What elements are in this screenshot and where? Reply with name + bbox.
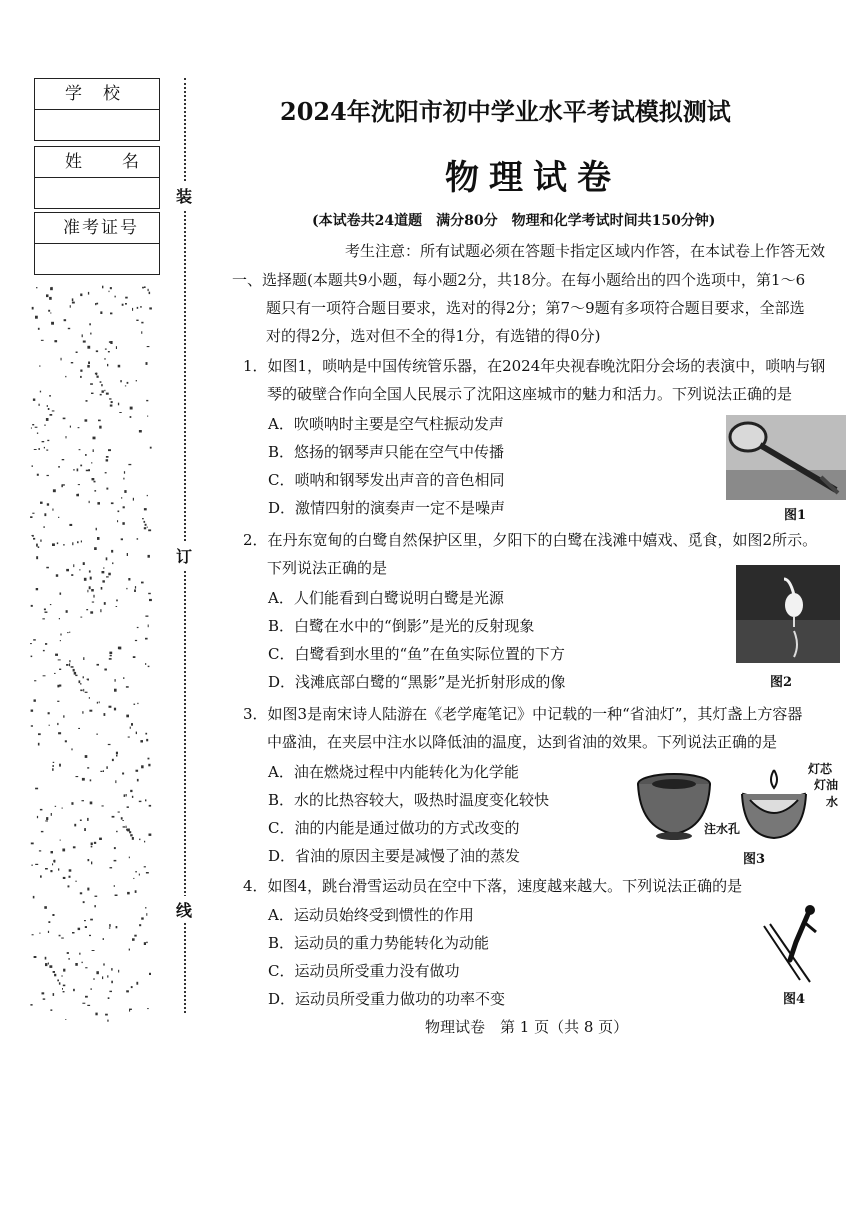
section-line: 一、选择题(本题共9小题，每小题2分，共18分。在每小题给出的四个选项中，第1～6: [232, 271, 806, 289]
label-wick: 灯芯: [808, 762, 833, 776]
exam-id-field[interactable]: [35, 244, 159, 274]
name-field[interactable]: [35, 178, 159, 208]
question-line: 中盛油，在夹层中注水以降低油的温度，达到省油的效果。下列说法正确的是: [267, 733, 778, 751]
question-1: [243, 352, 843, 408]
option-b[interactable]: B．悠扬的钢琴声只能在空气中传播: [268, 443, 505, 461]
question-2-options: [268, 584, 565, 696]
question-line: 3．如图3是南宋诗人陆游在《老学庵笔记》中记载的一种“省油灯”，其灯盏上方容器: [243, 705, 803, 723]
question-line: 1．如图1，唢呐是中国传统管乐器，在2024年央视春晚沈阳分会场的表演中，唢呐与钢: [243, 357, 826, 375]
school-field[interactable]: [35, 110, 159, 140]
bind-char-xian: 线: [176, 896, 192, 923]
question-4-options: [268, 901, 505, 1013]
option-c[interactable]: C．白鹭看到水里的“鱼”在鱼实际位置的下方: [268, 645, 565, 663]
option-a[interactable]: A．人们能看到白鹭说明白鹭是光源: [268, 589, 504, 607]
ski-jumper-drawing: [760, 898, 826, 984]
bind-char-zhuang: 装: [176, 182, 192, 209]
question-3-options: [268, 758, 549, 870]
egret-photo: [736, 565, 840, 663]
exam-id-box: [34, 212, 160, 275]
exam-id-label: 准考证号: [35, 213, 159, 244]
option-a[interactable]: A．吹唢呐时主要是空气柱振动发声: [268, 415, 504, 433]
option-b[interactable]: B．水的比热容较大，吸热时温度变化较快: [268, 791, 550, 809]
option-c[interactable]: C．唢呐和钢琴发出声音的音色相同: [268, 471, 505, 489]
option-d[interactable]: D．激情四射的演奏声一定不是噪声: [268, 499, 506, 517]
question-line: 琴的破壁合作向全国人民展示了沈阳这座城市的魅力和活力。下列说法正确的是: [267, 385, 793, 403]
section-line: 对的得2分，选对但不全的得1分，有选错的得0分): [266, 327, 601, 345]
oil-lamp-photo: [634, 770, 714, 842]
option-a[interactable]: A．油在燃烧过程中内能转化为化学能: [268, 763, 519, 781]
question-line: 2．在丹东宽甸的白鹭自然保护区里，夕阳下的白鹭在浅滩中嬉戏、觅食，如图2所示。: [243, 531, 818, 549]
question-3: [243, 700, 843, 756]
subject-title: 物理试卷: [445, 158, 621, 198]
option-c[interactable]: C．运动员所受重力没有做功: [268, 962, 460, 980]
figure-1-caption: 图1: [784, 508, 807, 523]
name-box: [34, 146, 160, 209]
oil-lamp-diagram: [738, 760, 810, 840]
figure-3-caption: 图3: [743, 852, 766, 867]
section-line: 题只有一项符合题目要求，选对的得2分；第7～9题有多项符合题目要求，全部选: [266, 299, 805, 317]
option-a[interactable]: A．运动员始终受到惯性的作用: [268, 906, 474, 924]
label-water: 水: [826, 795, 839, 809]
page-footer: 物理试卷 第 1 页（共 8 页）: [425, 1018, 629, 1036]
option-d[interactable]: D．运动员所受重力做功的功率不变: [268, 990, 506, 1008]
figure-4-caption: 图4: [783, 992, 806, 1007]
figure-2-caption: 图2: [770, 675, 793, 690]
question-1-options: [268, 410, 505, 522]
scan-noise: [30, 285, 155, 1025]
section-instructions: [232, 266, 844, 350]
label-lamp-oil: 灯油: [814, 778, 839, 792]
question-line: 4．如图4，跳台滑雪运动员在空中下落，速度越来越大。下列说法正确的是: [243, 877, 743, 895]
school-box: [34, 78, 160, 141]
suona-photo: [726, 415, 846, 500]
option-d[interactable]: D．浅滩底部白鹭的“黑影”是光折射形成的像: [268, 673, 566, 691]
school-label: 学 校: [35, 79, 159, 110]
question-line: 下列说法正确的是: [267, 559, 388, 577]
option-c[interactable]: C．油的内能是通过做功的方式改变的: [268, 819, 520, 837]
option-b[interactable]: B．白鹭在水中的“倒影”是光的反射现象: [268, 617, 535, 635]
option-d[interactable]: D．省油的原因主要是减慢了油的蒸发: [268, 847, 521, 865]
label-water-hole: 注水孔: [704, 822, 741, 836]
option-b[interactable]: B．运动员的重力势能转化为动能: [268, 934, 490, 952]
exam-notice: 考生注意：所有试题必须在答题卡指定区域内作答，在本试卷上作答无效: [345, 242, 826, 260]
question-4: [243, 872, 843, 900]
page-title: 2024年沈阳市初中学业水平考试模拟测试: [280, 97, 731, 126]
name-label: 姓 名: [35, 147, 159, 178]
exam-info: (本试卷共24道题 满分80分 物理和化学考试时间共150分钟): [312, 213, 716, 229]
bind-char-ding: 订: [176, 542, 192, 569]
